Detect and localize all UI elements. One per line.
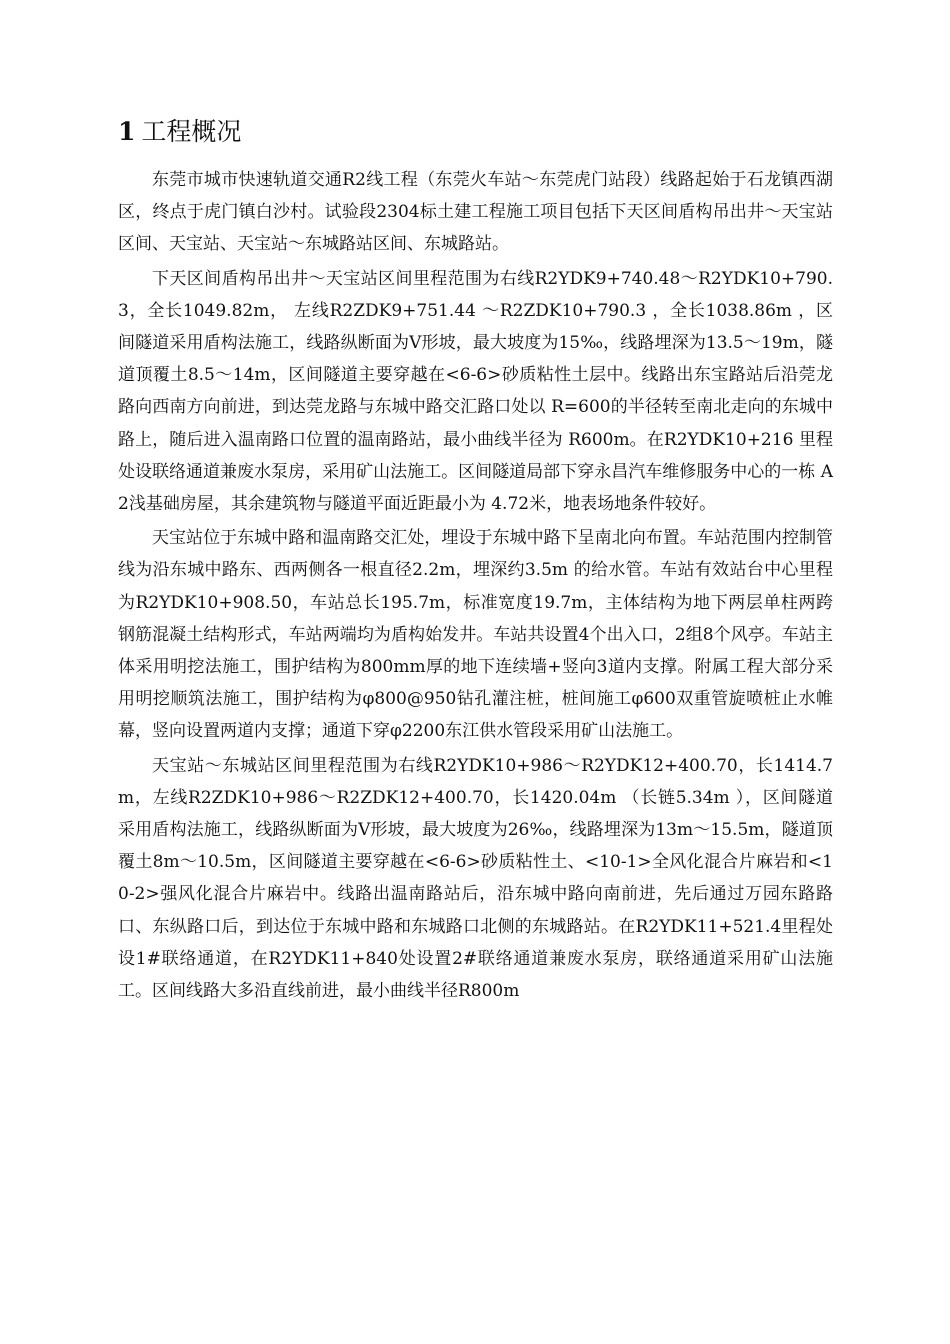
- paragraph-tianbao-station: 天宝站位于东城中路和温南路交汇处，埋设于东城中路下呈南北向布置。车站范围内控制管线为沿东城中路东、西两侧各一根直径2.2m，埋深约3.5m 的给水管。车站有效站台中心里程为R2YDK10+908.50，车站总长195.7m，标准宽度19.7m，主体结构为地下两层单柱两跨钢筋混凝土结构形式，车站两端均为盾构始发井。车站共设置4个出入口，2组8个风亭。车站主体采用明挖法施工，围护结构为800mm厚的地下连续墙+竖向3道内支撑。附属工程大部分采用明挖顺筑法施工，围护结构为φ800@950钻孔灌注桩，桩间施工φ600双重管旋喷桩止水帷幕，竖向设置两道内支撑；通道下穿φ2200东江供水管段采用矿山法施工。: [118, 528, 833, 742]
- body-text: [118, 164, 833, 1009]
- paragraph-xiatian-tianbao-section: 下天区间盾构吊出井～天宝站区间里程范围为右线R2YDK9+740.48～R2YDK10+790.3，全长1049.82m， 左线R2ZDK9+751.44 ～R2ZDK10+790.3 ，全长1038.86m ，区间隧道采用盾构法施工，线路纵断面为V形坡，最大坡度为15‰，线路埋深为13.5～19m，隧道顶覆土8.5～14m，区间隧道主要穿越在<6-6>砂质粘性土层中。线路出东宝路站后沿莞龙路向西南方向前进，到达莞龙路与东城中路交汇路口处以 R=600的半径转至南北走向的东城中路上，随后进入温南路口位置的温南路站，最小曲线半径为 R600m。在R2YDK10+216 里程处设联络通道兼废水泵房，采用矿山法施工。区间隧道局部下穿永昌汽车维修服务中心的一栋 A2浅基础房屋，其余建筑物与隧道平面近距最小为 4.72米，地表场地条件较好。: [118, 268, 833, 515]
- section-heading: [118, 112, 241, 152]
- section-title: 工程概况: [141, 117, 242, 146]
- paragraph-tianbao-dongcheng-section: 天宝站～东城站区间里程范围为右线R2YDK10+986～R2YDK12+400.70，长1414.7m，左线R2ZDK10+986～R2ZDK12+400.70，长1420.04m （长链5.34m ），区间隧道采用盾构法施工，线路纵断面为V形坡，最大坡度为26‰，线路埋深为13m～15.5m，隧道顶覆土8m～10.5m，区间隧道主要穿越在<6-6>砂质粘性土、<10-1>全风化混合片麻岩和<10-2>强风化混合片麻岩中。线路出温南路站后，沿东城中路向南前进，先后通过万园东路路口、东纵路口后，到达位于东城中路和东城路口北侧的东城路站。在R2YDK11+521.4里程处设1#联络通道，在R2YDK11+840处设置2#联络通道兼废水泵房，联络通道采用矿山法施工。区间线路大多沿直线前进，最小曲线半径R800m: [118, 755, 833, 1002]
- section-number: 1: [118, 117, 136, 146]
- paragraph-project-overview: 东莞市城市快速轨道交通R2线工程（东莞火车站～东莞虎门站段）线路起始于石龙镇西湖区，终点于虎门镇白沙村。试验段2304标土建工程施工项目包括下天区间盾构吊出井～天宝站区间、天宝站、天宝站～东城路站区间、东城路站。: [118, 170, 833, 255]
